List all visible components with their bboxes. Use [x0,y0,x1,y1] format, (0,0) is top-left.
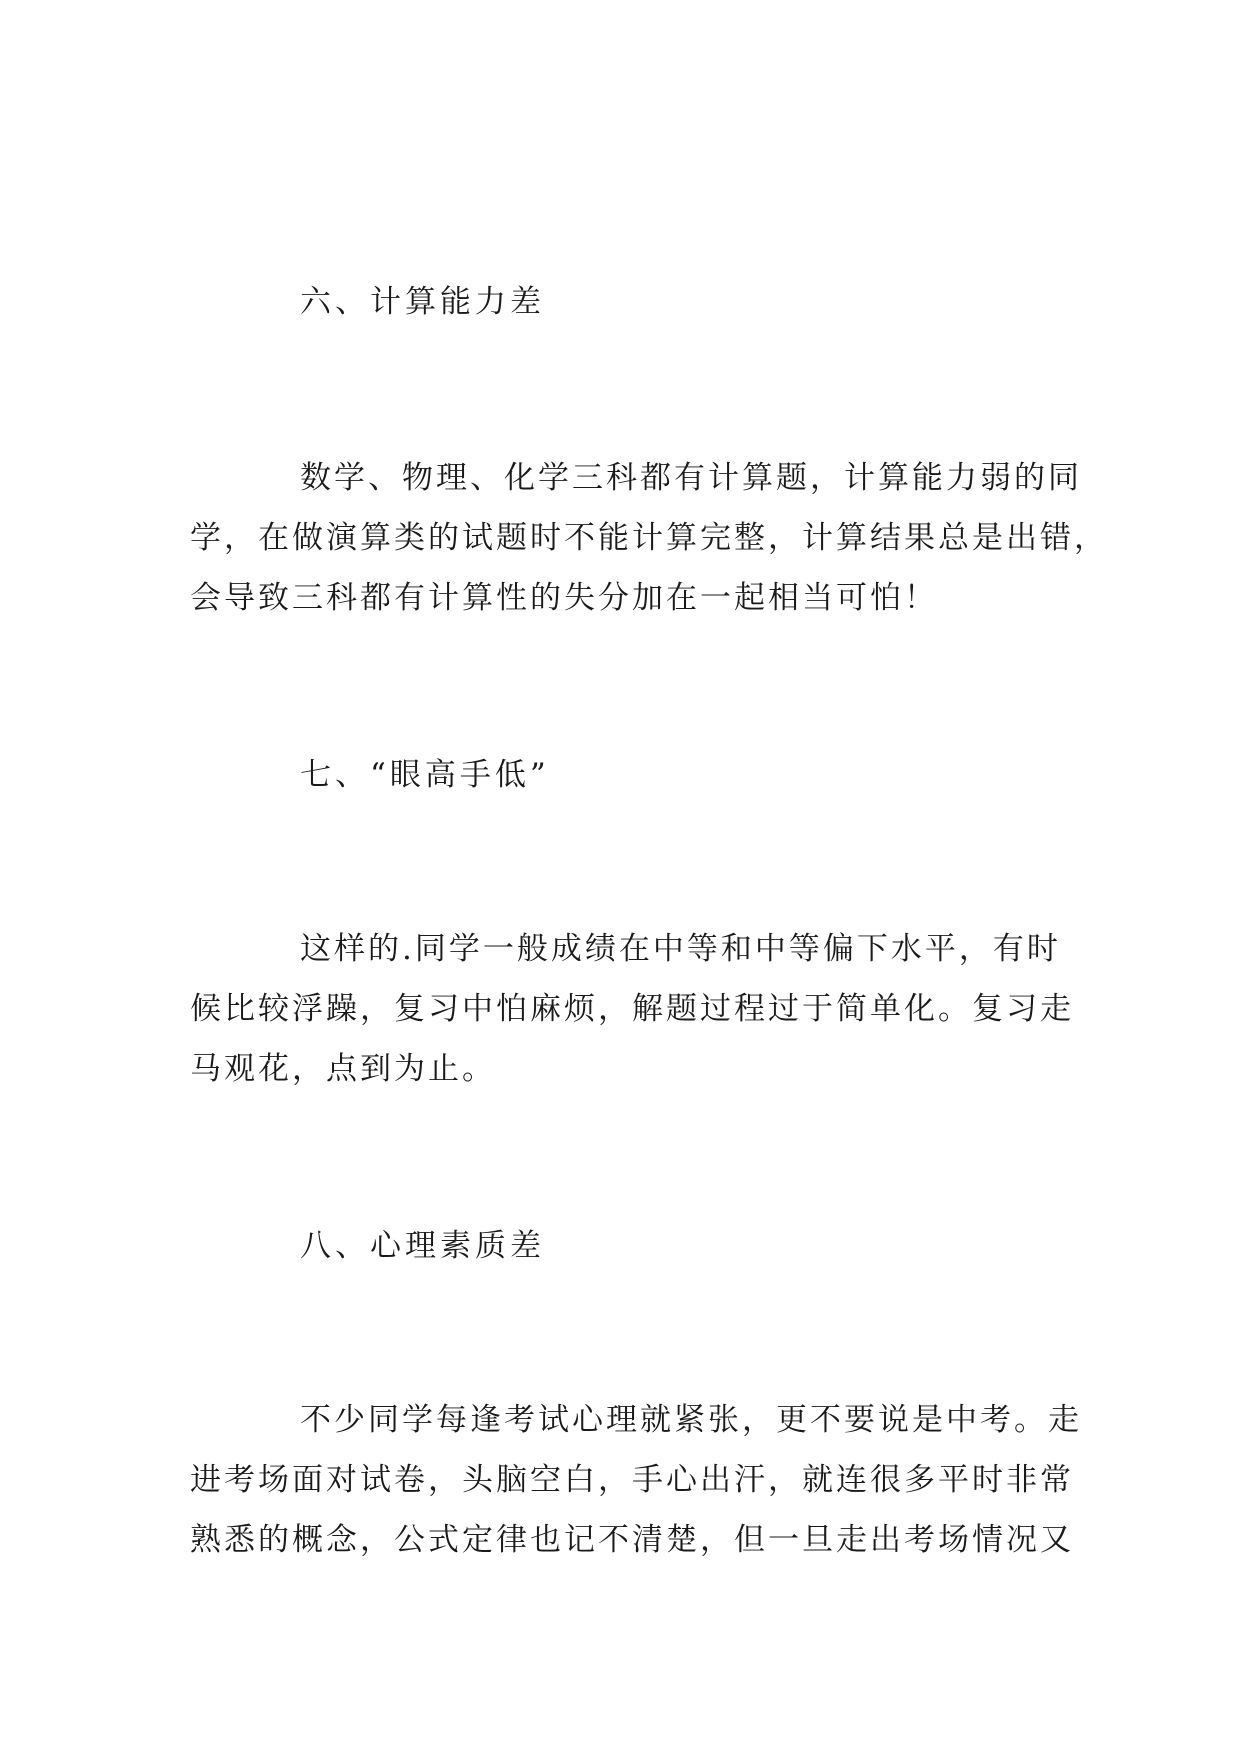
paragraph-line: 熟悉的概念，公式定律也记不清楚，但一旦走出考场情况又 [190,1522,1074,1558]
paragraph-line: 马观花，点到为止。 [190,1051,496,1087]
section-heading-6: 六、计算能力差 [300,284,545,320]
paragraph-line: 进考场面对试卷，头脑空白，手心出汗，就连很多平时非常 [190,1462,1074,1498]
paragraph-line: 会导致三科都有计算性的失分加在一起相当可怕！ [190,580,938,616]
paragraph-line: 候比较浮躁，复习中怕麻烦，解题过程过于简单化。复习走 [190,991,1074,1027]
section-heading-8: 八、心理素质差 [300,1228,545,1264]
paragraph-line: 不少同学每逢考试心理就紧张，更不要说是中考。走 [300,1402,1082,1438]
paragraph-line: 学，在做演算类的试题时不能计算完整，计算结果总是出错， [190,520,1108,556]
section-heading-7: 七、“眼高手低” [300,757,550,793]
paragraph-line: 数学、物理、化学三科都有计算题，计算能力弱的同 [300,460,1082,496]
paragraph-line: 这样的.同学一般成绩在中等和中等偏下水平，有时 [300,931,1061,967]
